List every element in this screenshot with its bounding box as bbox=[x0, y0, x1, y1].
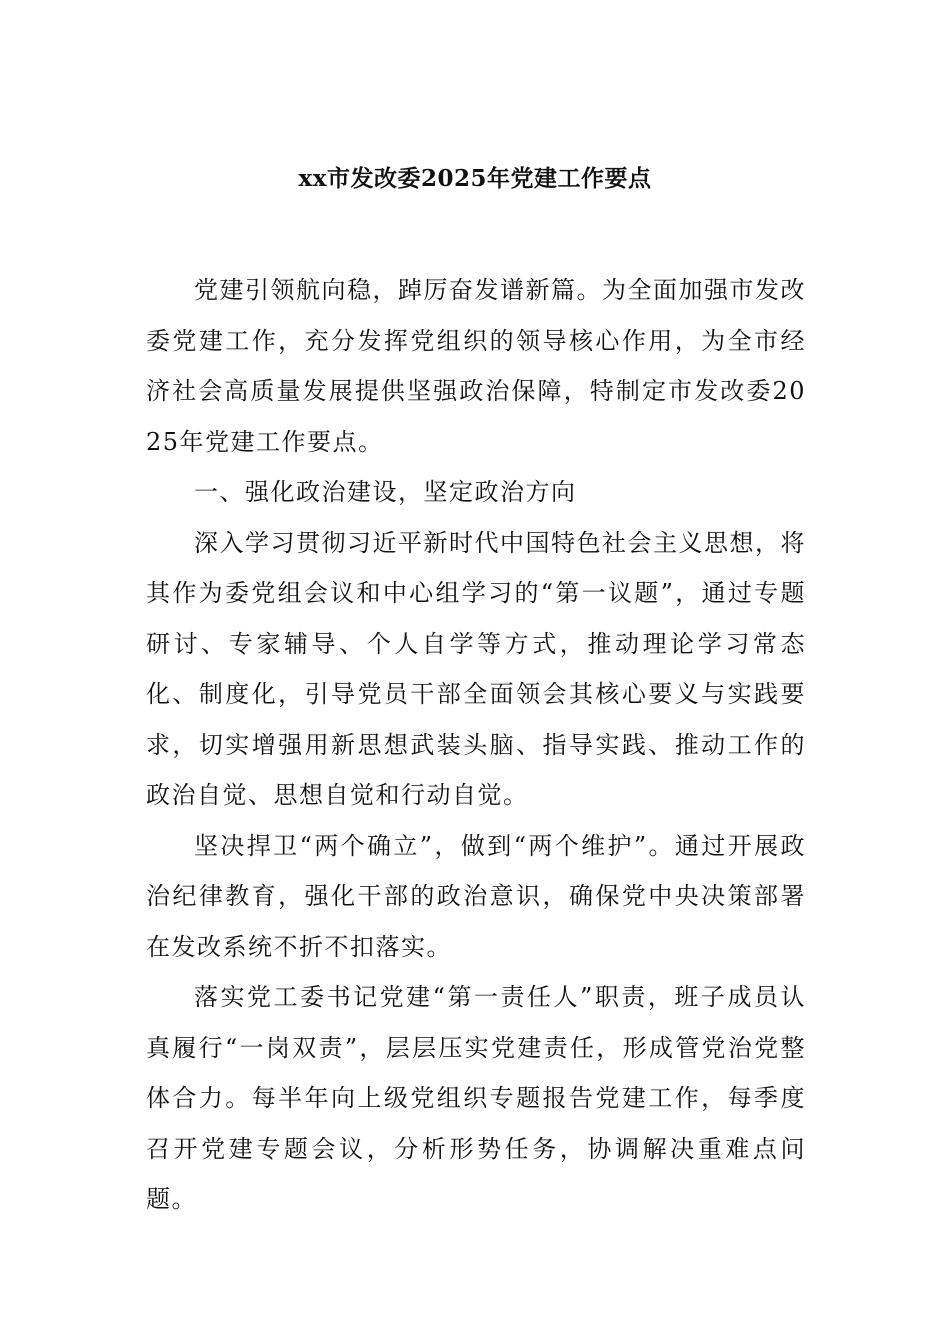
body-paragraph: 落实党工委书记党建“第一责任人”职责，班子成员认真履行“一岗双责”，层层压实党建责任，形成管党治党整体合力。每半年向上级党组织专题报告党建工作，每季度召开党建专题会议，分析形势任务，协调解决重难点问题。 bbox=[146, 983, 806, 1213]
intro-paragraph: 党建引领航向稳，踔厉奋发谱新篇。为全面加强市发改委党建工作，充分发挥党组织的领导核心作用，为全市经济社会高质量发展提供坚强政治保障，特制定市发改委2025年党建工作要点。 bbox=[146, 276, 806, 456]
body-paragraph: 坚决捍卫“两个确立”，做到“两个维护”。通过开展政治纪律教育，强化干部的政治意识，确保党中央决策部署在发改系统不折不扣落实。 bbox=[146, 831, 806, 961]
document-body bbox=[146, 265, 806, 1225]
body-paragraph: 深入学习贯彻习近平新时代中国特色社会主义思想，将其作为委党组会议和中心组学习的“第一议题”，通过专题研讨、专家辅导、个人自学等方式，推动理论学习常态化、制度化，引导党员干部全面领会其核心要义与实践要求，切实增强用新思想武装头脑、指导实践、推动工作的政治自觉、思想自觉和行动自觉。 bbox=[146, 528, 806, 809]
section-heading: 一、强化政治建设，坚定政治方向 bbox=[194, 478, 577, 506]
document-title: xx市发改委2025年党建工作要点 bbox=[298, 165, 652, 192]
